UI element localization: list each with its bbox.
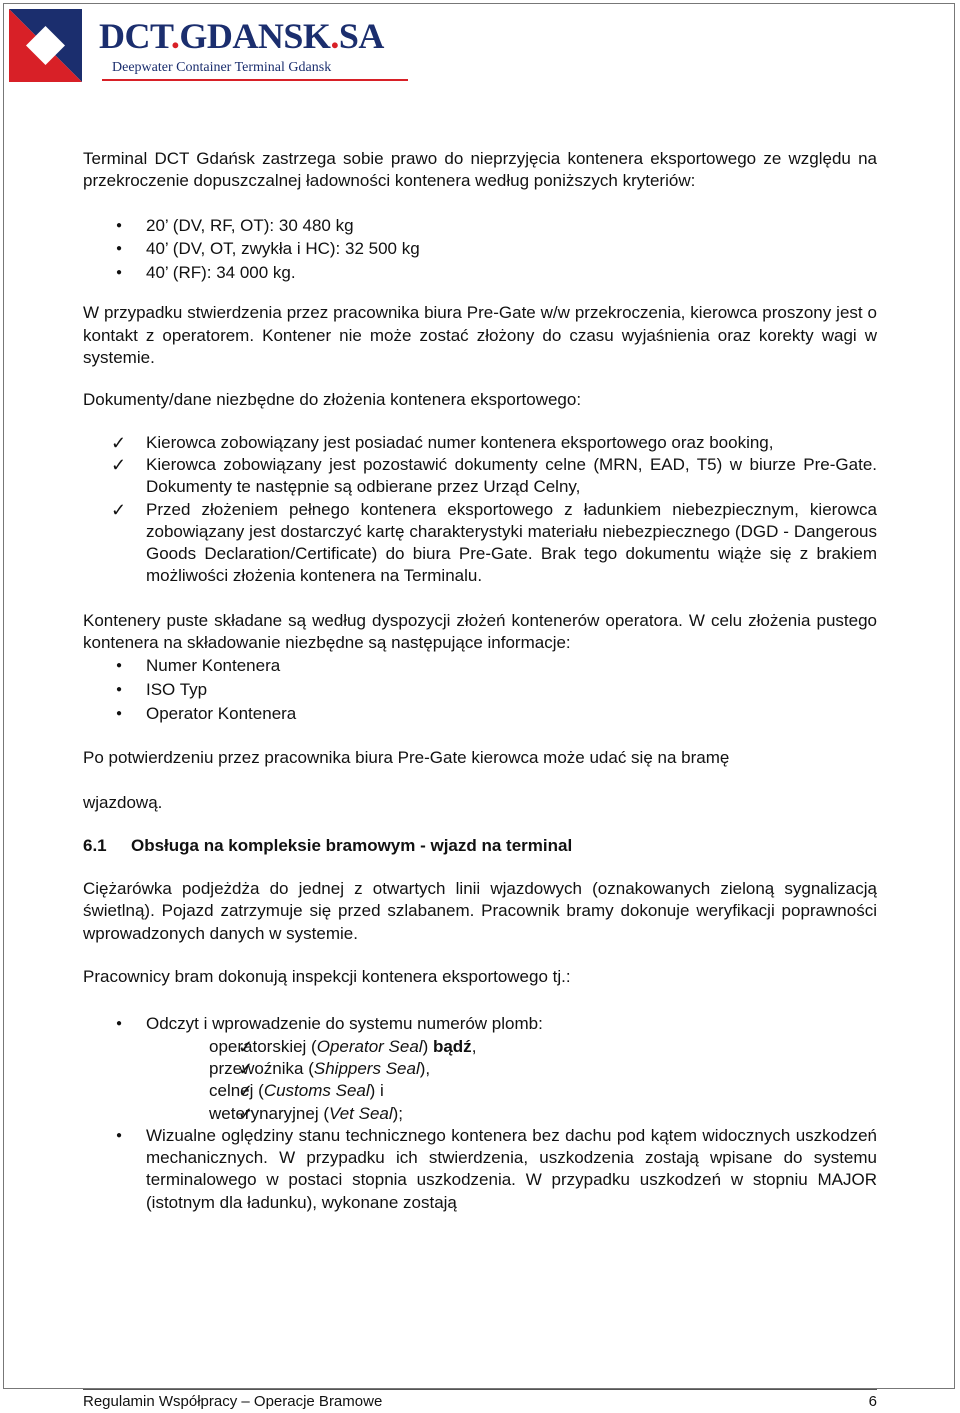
brand-name: DCT.GDANSK.SA xyxy=(99,16,384,56)
pregate-confirm: Po potwierdzeniu przez pracownika biura Pre-Gate kierowca może udać się na bramę xyxy=(83,748,730,768)
seals-list xyxy=(146,1036,877,1125)
list-item: ● ISO Typ xyxy=(83,679,877,701)
list-item: ✓ Kierowca zobowiązany jest posiadać numer kontenera eksportowego oraz booking, xyxy=(83,432,877,454)
overweight-note: W przypadku stwierdzenia przez pracownika biura Pre-Gate w/w przekroczenia, kierowca proszony jest o kontakt z operatorem. Kontener nie może zostać złożony do czasu wyjaśnienia oraz korekty wagi w systemie. xyxy=(83,303,877,368)
list-item: ● 20’ (DV, RF, OT): 30 480 kg xyxy=(83,215,877,237)
list-item: ✓ Kierowca zobowiązany jest pozostawić dokumenty celne (MRN, EAD, T5) w biurze Pre-Gate. Dokumenty te następnie są odbierane przez Urząd Celny, xyxy=(83,454,877,499)
footer-divider xyxy=(83,1389,877,1390)
criteria-list xyxy=(83,215,877,285)
section-heading xyxy=(83,835,877,857)
documents-heading: Dokumenty/dane niezbędne do złożenia kontenera eksportowego: xyxy=(83,390,582,410)
list-item: ✓ Przed złożeniem pełnego kontenera eksportowego z ładunkiem niebezpiecznym, kierowca zobowiązany jest dostarczyć kartę charakterystyki materiału niebezpiecznego (DGD - Dangerous Goods Declaration/Certificate) do biura Pre-Gate. Brak tego dokumentu wiąże się z brakiem możliwości złożenia kontenera na Terminalu. xyxy=(83,499,877,588)
inspection-intro: Pracownicy bram dokonują inspekcji kontenera eksportowego tj.: xyxy=(83,967,571,987)
pregate-confirm-end: wjazdową. xyxy=(83,792,163,812)
seal-item: ✓ operatorskiej (Operator Seal) bądź, xyxy=(146,1036,877,1058)
list-item: ● Numer Kontenera xyxy=(83,655,877,677)
dct-logo-icon xyxy=(8,8,83,83)
intro-paragraph: Terminal DCT Gdańsk zastrzega sobie prawo do nieprzyjęcia kontenera eksportowego ze względu na przekroczenie dopuszczalnej ładowności kontenera według poniższych kryteriów: xyxy=(83,149,877,191)
page-number: 6 xyxy=(868,1393,877,1410)
brand-underline xyxy=(102,79,408,81)
documents-list xyxy=(83,432,877,588)
empty-containers-paragraph: Kontenery puste składane są według dyspozycji złożeń kontenerów operatora. W celu złożenia pustego kontenera na składowanie niezbędne są następujące informacje: xyxy=(83,610,877,653)
list-item: ● Operator Kontenera xyxy=(83,703,877,725)
footer-title: Regulamin Współpracy – Operacje Bramowe xyxy=(83,1393,383,1410)
document-body xyxy=(83,148,877,1214)
section-number: 6.1 xyxy=(83,835,107,855)
seal-item: ✓ weterynaryjnej (Vet Seal); xyxy=(146,1103,877,1125)
seal-item: ✓ celnej (Customs Seal) i xyxy=(146,1080,877,1102)
list-item: ● Wizualne oględziny stanu technicznego kontenera bez dachu pod kątem widocznych uszkodzeń mechanicznych. W przypadku ich stwierdzenia, uszkodzenia zostają wpisane do systemu terminalowego w postaci stopnia uszkodzenia. W przypadku uszkodzeń w stopniu MAJOR (istotnym dla ładunku), wykonane zostają xyxy=(83,1125,877,1214)
footer xyxy=(83,1393,877,1410)
list-item: ● Odczyt i wprowadzenie do systemu numerów plomb: ✓ operatorskiej (Operator Seal) bądź, ✓ przewoźnika (Shippers Seal), ✓ celnej (Customs Seal) i ✓ weterynaryjnej (Vet Seal); xyxy=(83,1013,877,1124)
gate-entry-paragraph: Ciężarówka podjeżdża do jednej z otwartych linii wjazdowych (oznakowanych zieloną sygnalizacją świetlną). Pojazd zatrzymuje się przed szlabanem. Pracownik bramy dokonuje weryfikacji poprawności wprowadzonych danych w systemie. xyxy=(83,879,877,943)
section-title: Obsługa na kompleksie bramowym - wjazd na terminal xyxy=(131,835,573,855)
seal-item: ✓ przewoźnika (Shippers Seal), xyxy=(146,1058,877,1080)
empty-info-list xyxy=(83,655,877,725)
inspection-list xyxy=(83,1013,877,1214)
brand-tagline: Deepwater Container Terminal Gdansk xyxy=(112,60,332,75)
list-item: ● 40’ (DV, OT, zwykła i HC): 32 500 kg xyxy=(83,238,877,260)
list-item: ● 40’ (RF): 34 000 kg. xyxy=(83,262,877,284)
header xyxy=(8,8,408,88)
